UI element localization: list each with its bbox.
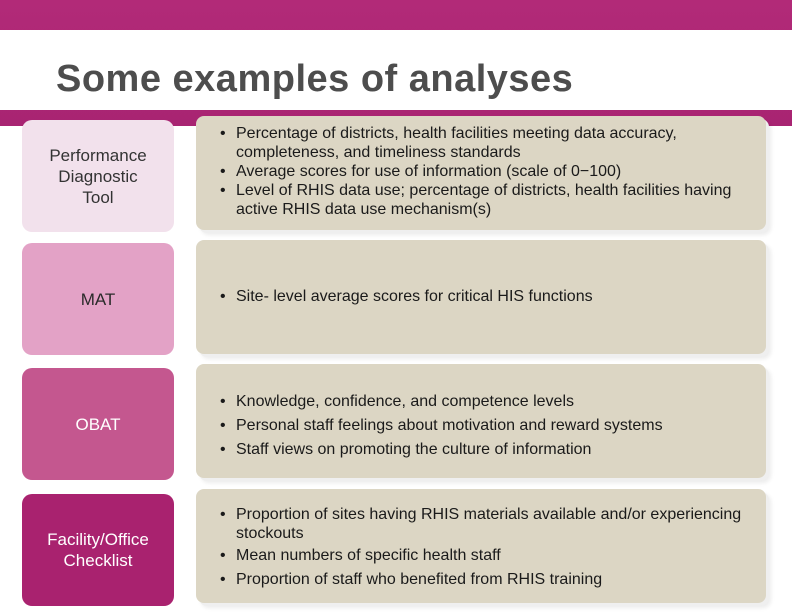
row-label-line: Facility/Office — [47, 530, 149, 549]
row-card-facility-office-checklist — [196, 489, 766, 603]
row-card-mat — [196, 240, 766, 354]
row-card-performance-diagnostic-tool — [196, 116, 766, 230]
bullet-list — [214, 390, 752, 462]
bullet-item: • Site- level average scores for critical HIS functions — [214, 287, 752, 306]
row-label-obat — [22, 368, 174, 480]
row-label-line: Performance — [49, 145, 147, 165]
row-label-facility-office-checklist — [22, 494, 174, 606]
row-label-line: MAT — [80, 289, 116, 309]
row-label-line: Checklist — [63, 551, 133, 570]
bullet-item: • Percentage of districts, health facilities meeting data accuracy, completeness, and timeliness standards — [214, 124, 752, 162]
page-title: Some examples of analyses — [56, 58, 574, 100]
row-label-line: OBAT — [75, 414, 121, 434]
bullet-item: • Level of RHIS data use; percentage of districts, health facilities having active RHIS data use mechanism(s) — [214, 181, 752, 219]
bullet-item: • Knowledge, confidence, and competence levels — [214, 390, 752, 414]
row-label-performance-diagnostic-tool — [22, 120, 174, 232]
bullet-list — [214, 124, 752, 219]
row-label-line: Tool — [82, 187, 114, 207]
bullet-item: • Personal staff feelings about motivation and reward systems — [214, 414, 752, 438]
row-label-line: Diagnostic — [58, 166, 138, 186]
bullet-item: • Proportion of staff who benefited from RHIS training — [214, 570, 752, 589]
bullet-item: • Mean numbers of specific health staff — [214, 546, 752, 565]
row-label-mat — [22, 243, 174, 355]
bullet-item: • Proportion of sites having RHIS materials available and/or experiencing stockouts — [214, 505, 752, 543]
bullet-list — [214, 505, 752, 589]
bullet-item: • Staff views on promoting the culture of information — [214, 438, 752, 462]
bullet-item: • Average scores for use of information (scale of 0−100) — [214, 162, 752, 181]
bullet-list — [214, 287, 752, 306]
row-card-obat — [196, 364, 766, 478]
